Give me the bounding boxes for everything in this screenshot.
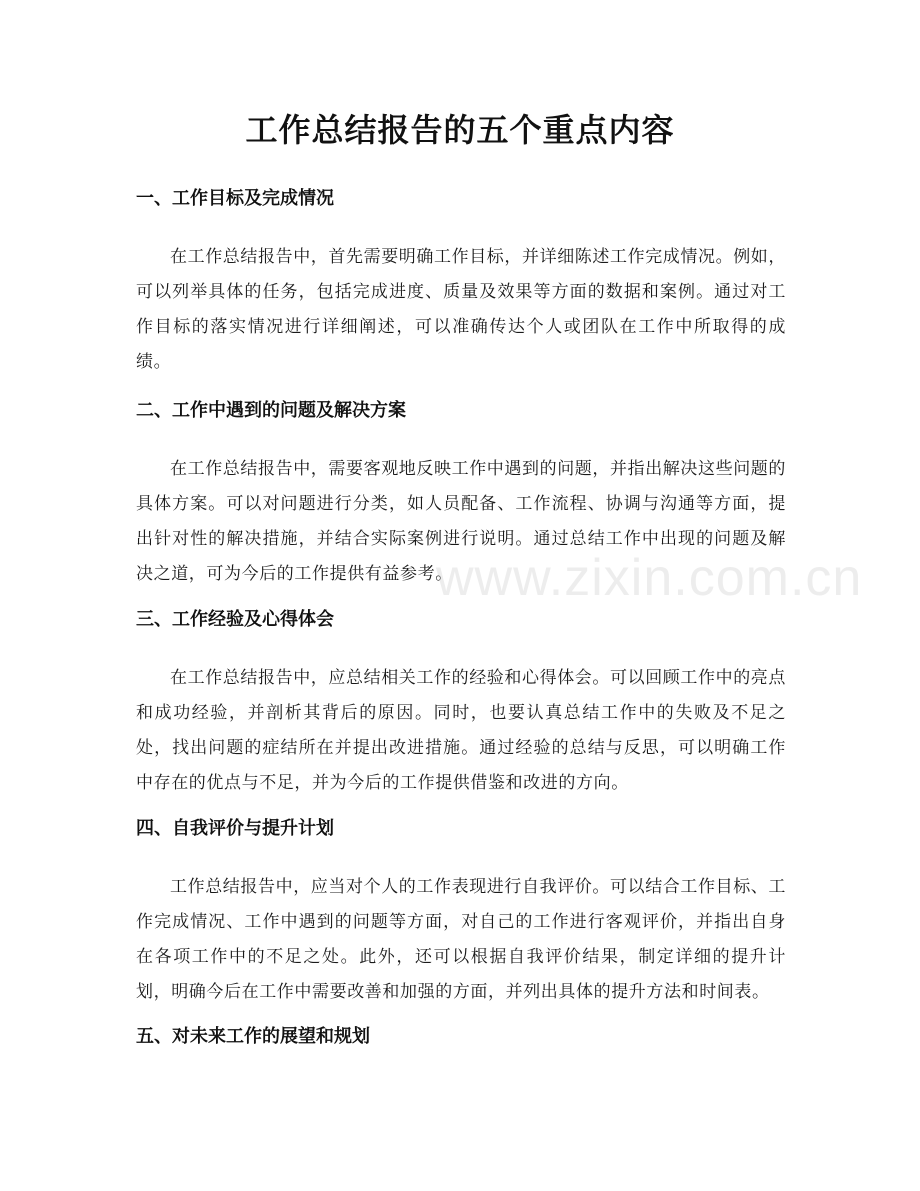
section-paragraph: 工作总结报告中，应当对个人的工作表现进行自我评价。可以结合工作目标、工作完成情况、工作中遇到的问题等方面，对自己的工作进行客观评价，并指出自身在各项工作中的不足之处。此外，还可以根据自我评价结果，制定详细的提升计划，明确今后在工作中需要改善和加强的方面，并列出具体的提升方法和时间表。	[136, 877, 786, 1002]
section-1	[136, 186, 786, 380]
section-2	[136, 398, 786, 592]
section-4	[136, 816, 786, 1010]
section-heading: 二、工作中遇到的问题及解决方案	[136, 400, 406, 421]
section-5	[136, 1024, 786, 1050]
section-heading: 四、自我评价与提升计划	[136, 818, 334, 839]
section-paragraph: 在工作总结报告中，应总结相关工作的经验和心得体会。可以回顾工作中的亮点和成功经验，并剖析其背后的原因。同时，也要认真总结工作中的失败及不足之处，找出问题的症结所在并提出改进措施。通过经验的总结与反思，可以明确工作中存在的优点与不足，并为今后的工作提供借鉴和改进的方向。	[136, 668, 786, 793]
section-heading: 一、工作目标及完成情况	[136, 188, 334, 209]
section-heading: 三、工作经验及心得体会	[136, 609, 334, 630]
watermark: www.zixin.com.cn	[436, 549, 863, 607]
document-title: 工作总结报告的五个重点内容	[245, 111, 675, 149]
section-paragraph: 在工作总结报告中，需要客观地反映工作中遇到的问题，并指出解决这些问题的具体方案。可以对问题进行分类，如人员配备、工作流程、协调与沟通等方面，提出针对性的解决措施，并结合实际案例进行说明。通过总结工作中出现的问题及解决之道，可为今后的工作提供有益参考。	[136, 459, 786, 584]
section-heading: 五、对未来工作的展望和规划	[136, 1026, 370, 1047]
section-3	[136, 607, 786, 801]
section-paragraph: 在工作总结报告中，首先需要明确工作目标，并详细陈述工作完成情况。例如，可以列举具体的任务，包括完成进度、质量及效果等方面的数据和案例。通过对工作目标的落实情况进行详细阐述，可以准确传达个人或团队在工作中所取得的成绩。	[136, 247, 786, 372]
